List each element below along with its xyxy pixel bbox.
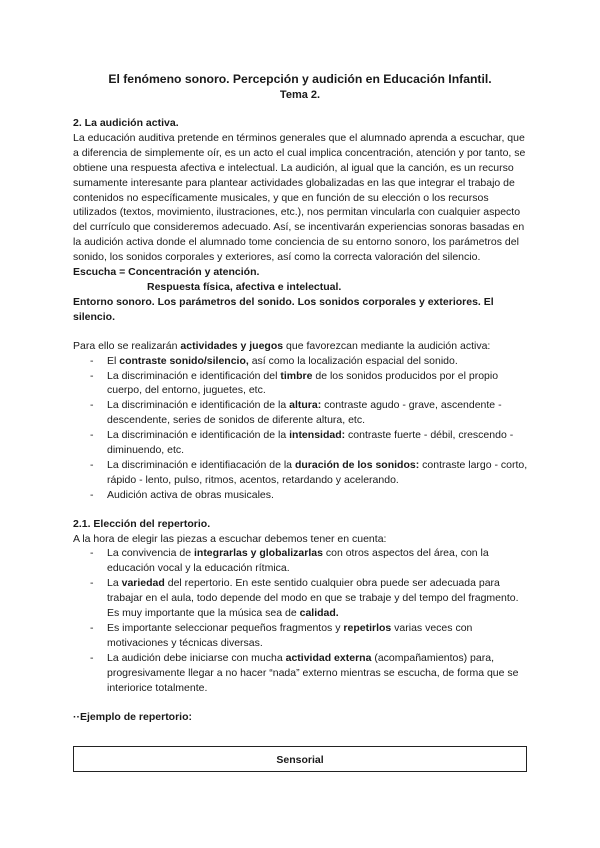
list-item-text: (acompañamientos) para, progresivamente llegar a no hacer “nada” externo mientras se escucha, de forma que se interiorice totalmente. <box>107 651 519 694</box>
list-item-bold: variedad <box>121 577 165 590</box>
escucha-line: Escucha = Concentración y atención. <box>73 266 260 279</box>
list-item-text: Audición activa de obras musicales. <box>107 488 274 501</box>
activities-list <box>73 354 533 503</box>
list-item-bold: repetirlos <box>343 622 392 634</box>
list-item-bold: actividad externa <box>285 651 372 664</box>
list-item-text: Es importante seleccionar pequeños fragmentos y <box>107 622 344 634</box>
list-item-text: contraste fuerte - débil, crescendo - diminuendo, etc. <box>107 429 514 457</box>
list-item-text: del repertorio. En este sentido cualquier obra puede ser adecuada para trabajar en el aula, todo depende del modo en que se trabaje y del tempo del fragmento. Es muy importante que la música sea de <box>107 577 519 620</box>
list-item <box>73 398 533 428</box>
list-item <box>73 576 533 621</box>
list-item-text: así como la localización espacial del sonido. <box>248 354 458 367</box>
list-item-bold: integrarlas y globalizarlas <box>193 547 323 560</box>
list-item-text: La <box>107 577 122 590</box>
respuesta-line: Respuesta física, afectiva e intelectual. <box>147 280 342 293</box>
list-item-bold: timbre <box>280 369 313 382</box>
activities-intro-bold: actividades y juegos <box>180 339 284 352</box>
list-item-text: contraste agudo - grave, ascendente - descendente, series de sonidos de diferente altura, etc. <box>107 399 502 427</box>
document-title: El fenómeno sonoro. Percepción y audición en Educación Infantil. <box>108 72 492 86</box>
list-item-text: La discriminación e identifiacación de la <box>107 458 295 471</box>
list-item <box>73 621 533 651</box>
list-item-text: El <box>107 354 120 367</box>
list-item-bold: altura: <box>289 399 322 412</box>
list-item-bold: calidad. <box>299 607 339 620</box>
list-item-text: La discriminación e identificación de la <box>107 429 290 442</box>
intro-paragraph: La educación auditiva pretende en términos generales que el alumnado aprenda a escuchar, que a diferencia de simplemente oír, es un acto el cual implica concentración, atención y por tanto, se obtiene una respuesta afectiva e intelectual. La audición, al igual que la canción, es un recurso sumamente interesante para plantear actividades globalizadas en las que integrar el trabajo de contenidos no específicamente musicales, y que en función de su elección o los recursos utilizados (textos, movimiento, ilustraciones, etc.), nos permitan vincularla con cualquier aspecto del currículo que consideremos adecuado. Así, se incentivarán experiencias sonoras basadas en la audición activa donde el alumnado tome conciencia de su entorno sonoro, los parámetros del sonido, los sonidos corporales y exteriores, así como la correcta valoración del silencio. <box>73 131 526 264</box>
section-heading-eleccion-repertorio: 2.1. Elección del repertorio. <box>73 517 211 530</box>
list-item <box>73 428 533 458</box>
activities-intro <box>73 339 533 354</box>
title-block <box>0 72 600 102</box>
document-body <box>73 116 533 724</box>
list-item <box>73 458 533 488</box>
list-item-text: varias veces con motivaciones y técnicas diversas. <box>107 622 473 649</box>
activities-intro-before: Para ello se realizarán <box>73 339 181 352</box>
list-item-text: de los sonidos producidos por el propio cuerpo, del entorno, juguetes, etc. <box>107 369 499 397</box>
entorno-line: Entorno sonoro. Los parámetros del sonido. Los sonidos corporales y exteriores. El silencio. <box>73 295 494 323</box>
example-heading: ··Ejemplo de repertorio: <box>73 710 193 723</box>
list-item <box>73 488 533 503</box>
list-item-bold: intensidad: <box>289 429 346 442</box>
example-table-header: Sensorial <box>73 746 527 772</box>
list-item <box>73 354 533 369</box>
list-item-text: La audición debe iniciarse con mucha <box>107 651 286 664</box>
list-item <box>73 651 533 696</box>
list-item-bold: duración de los sonidos: <box>294 458 420 471</box>
activities-intro-after: que favorezcan mediante la audición activa: <box>283 339 491 352</box>
repertorio-list <box>73 546 533 695</box>
list-item-text: La discriminación e identificación del <box>107 369 281 382</box>
section-heading-audicion-activa: 2. La audición activa. <box>73 117 179 129</box>
list-item-bold: contraste sonido/silencio, <box>119 354 249 367</box>
list-item-text: contraste largo - corto, rápido - lento, pulso, ritmos, acentos, retardando y acelerando. <box>107 458 528 486</box>
list-item-text: con otros aspectos del área, con la educación vocal y la educación rítmica. <box>107 547 489 575</box>
list-item <box>73 546 533 576</box>
document-subtitle: Tema 2. <box>279 89 321 101</box>
list-item-text: La discriminación e identificación de la <box>107 399 290 412</box>
list-item <box>73 369 533 399</box>
repertorio-intro: A la hora de elegir las piezas a escuchar debemos tener en cuenta: <box>73 532 387 545</box>
list-item-text: La convivencia de <box>107 547 194 560</box>
